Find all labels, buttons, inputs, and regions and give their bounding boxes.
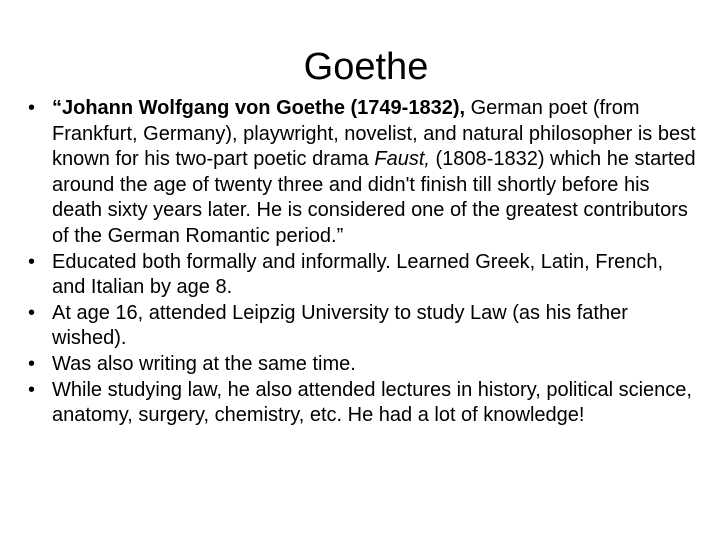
bullet-4-text: Was also writing at the same time. <box>52 352 356 375</box>
bullet-1-text-b: (1808-1832) which he started around the age of twenty three and didn't finish till shortly before his death sixty years later. He is considered one of the greatest contributors of the German Romantic period.” <box>52 148 696 247</box>
bullet-item-4 <box>28 352 700 378</box>
bullet-1-text-a: German poet (from Frankfurt, Germany), playwright, novelist, and natural philosopher is best known for his two-part poetic drama <box>52 97 696 171</box>
bullet-marker: • <box>28 352 36 375</box>
bullet-item-3 <box>28 301 700 352</box>
bullet-marker: • <box>28 301 36 324</box>
bullet-item-1 <box>28 96 700 250</box>
bullet-5-text: While studying law, he also attended lectures in history, political science, anatomy, surgery, chemistry, etc. He had a lot of knowledge! <box>52 378 692 427</box>
bullet-marker: • <box>28 250 36 273</box>
bullet-item-2 <box>28 250 700 301</box>
bullet-marker: • <box>28 97 36 119</box>
bullet-marker: • <box>28 378 36 401</box>
bullet-2-text: Educated both formally and informally. Learned Greek, Latin, French, and Italian by age 8. <box>52 250 664 299</box>
slide-title: Goethe <box>303 46 429 88</box>
bullet-list <box>28 96 700 429</box>
bullet-1-bold-lead: “Johann Wolfgang von Goethe (1749-1832), <box>52 97 466 119</box>
bullet-item-5 <box>28 378 700 429</box>
bullet-3-text: At age 16, attended Leipzig University to study Law (as his father wished). <box>52 301 628 350</box>
bullet-1-italic-title: Faust, <box>374 148 430 171</box>
